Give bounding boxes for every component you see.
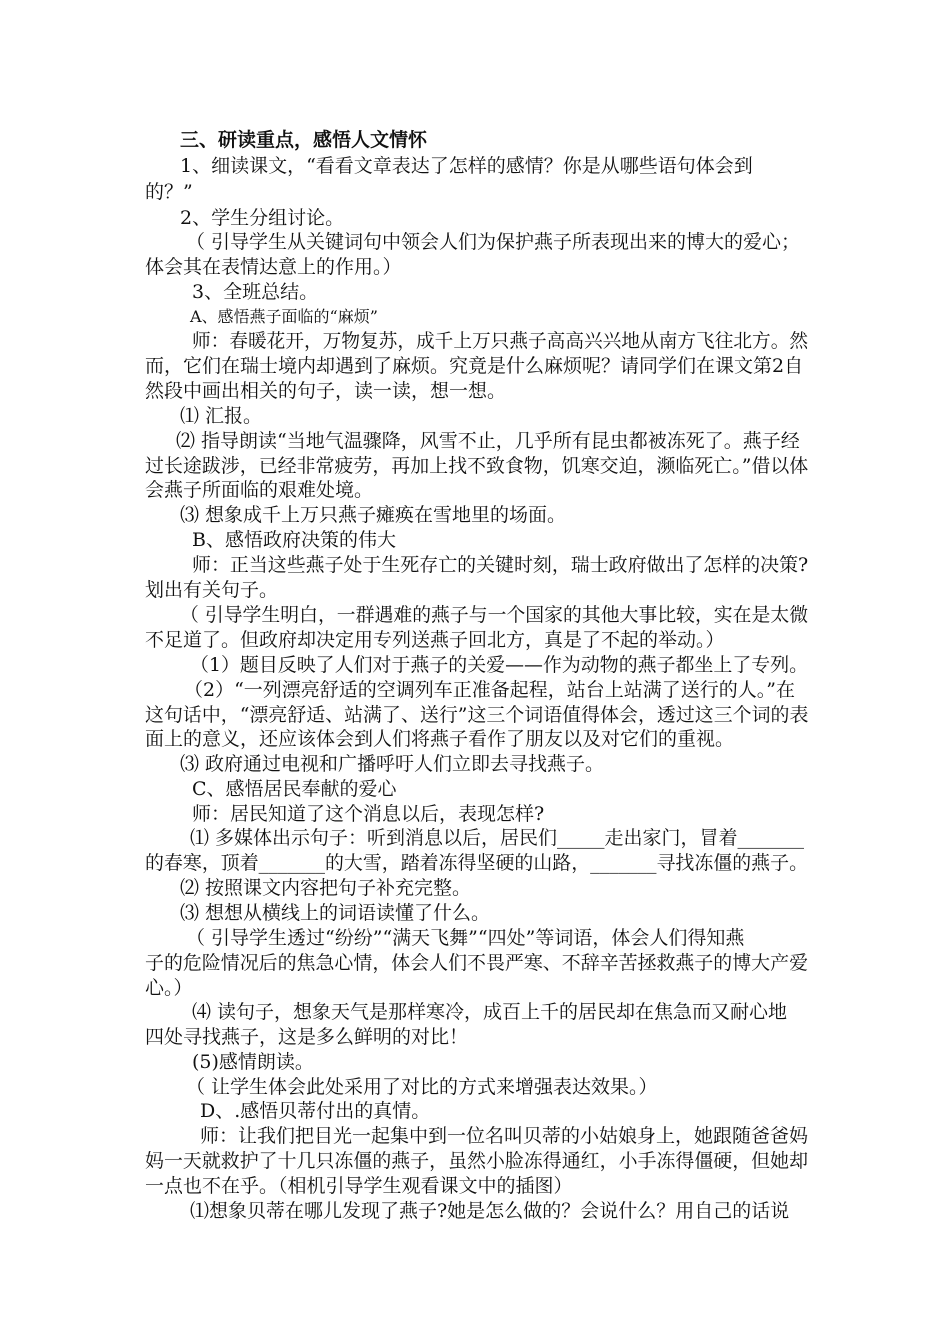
paragraph-line: 师：居民知道了这个消息以后，表现怎样? (192, 803, 545, 825)
paragraph-line: 子的危险情况后的焦急心情，体会人们不畏严寒、不辞辛苦拯救燕子的博大产爱 (145, 952, 809, 974)
paragraph-line: （ 引导学生明白，一群遇难的燕子与一个国家的其他大事比较，实在是太微 (180, 604, 809, 626)
paragraph-line: （2）“一列漂亮舒适的空调列车正准备起程，站台上站满了送行的人。”在 (184, 679, 796, 701)
paragraph-line: ⑷ 读句子，想象天气是那样寒冷，成百上千的居民却在焦急而又耐心地 (192, 1001, 788, 1023)
paragraph-line: （ 让学生体会此处采用了对比的方式来增强表达效果。） (186, 1076, 658, 1098)
paragraph-line: ⑵ 指导朗读“当地气温骤降，风雪不止，几乎所有昆虫都被冻死了。燕子经 (176, 430, 800, 452)
paragraph-line: 体会其在表情达意上的作用。） (145, 256, 402, 278)
paragraph-line: ⑵ 按照课文内容把句子补充完整。 (180, 877, 472, 899)
subheading-d: D、.感悟贝蒂付出的真情。 (200, 1100, 431, 1122)
paragraph-line: 的？” (145, 181, 193, 203)
paragraph-line: 不足道了。但政府却决定用专列送燕子回北方，真是了不起的举动。） (145, 629, 725, 651)
paragraph-line: （ 引导学生从关键词句中领会人们为保护燕子所表现出来的博大的爱心； (186, 231, 801, 253)
paragraph-line: 师：让我们把目光一起集中到一位名叫贝蒂的小姑娘身上，她跟随爸爸妈 (200, 1125, 809, 1147)
paragraph-line: 1、细读课文，“看看文章表达了怎样的感情？你是从哪些语句体会到 (180, 155, 753, 177)
paragraph-line: 心。） (145, 977, 193, 999)
paragraph-line: ⑶ 政府通过电视和广播呼吁人们立即去寻找燕子。 (180, 753, 605, 775)
paragraph-line: ⑶ 想想从横线上的词语读懂了什么。 (180, 902, 491, 924)
paragraph-line: ⑴ 多媒体出示句子：听到消息以后，居民们_____走出家门，冒着_______ (190, 827, 805, 849)
paragraph-line: （ 引导学生透过“纷纷”“满天飞舞”“四处”等词语，体会人们得知燕 (186, 927, 745, 949)
paragraph-line: 师：春暖花开，万物复苏，成千上万只燕子高高兴兴地从南方飞往北方。然 (192, 330, 809, 352)
paragraph-line: 妈一天就救护了十几只冻僵的燕子，虽然小脸冻得通红，小手冻得僵硬，但她却 (145, 1150, 809, 1172)
paragraph-line: 这句话中，“漂亮舒适、站满了、送行”这三个词语值得体会，透过这三个词的表 (145, 704, 809, 726)
section-heading: 三、研读重点，感悟人文情怀 (180, 129, 428, 151)
paragraph-line: ⑴想象贝蒂在哪儿发现了燕子?她是怎么做的？会说什么？用自己的话说 (190, 1200, 790, 1222)
paragraph-line: 2、学生分组讨论。 (180, 207, 345, 229)
subheading-a: A、感悟燕子面临的“麻烦” (190, 307, 378, 326)
paragraph-line: 一点也不在乎。（相机引导学生观看课文中的插图） (145, 1175, 573, 1197)
paragraph-line: 的春寒，顶着_______的大雪，踏着冻得坚硬的山路，_______寻找冻僵的燕子。 (145, 852, 809, 874)
subheading-c: C、感悟居民奉献的爱心 (192, 778, 397, 800)
paragraph-line: 师：正当这些燕子处于生死存亡的关键时刻，瑞士政府做出了怎样的决策? (192, 554, 809, 576)
paragraph-line: 会燕子所面临的艰难处境。 (145, 479, 374, 501)
paragraph-line: 四处寻找燕子，这是多么鲜明的对比！ (145, 1026, 469, 1048)
paragraph-line: ⑶ 想象成千上万只燕子瘫痪在雪地里的场面。 (180, 504, 567, 526)
paragraph-line: 过长途跋涉，已经非常疲劳，再加上找不致食物，饥寒交迫，濒临死亡。”借以体 (145, 455, 809, 477)
paragraph-line: （1）题目反映了人们对于燕子的关爱——作为动物的燕子都坐上了专列。 (190, 654, 809, 676)
paragraph-line: (5)感情朗读。 (192, 1051, 314, 1073)
paragraph-line: 划出有关句子。 (145, 579, 279, 601)
paragraph-line: 然段中画出相关的句子，读一读，想一想。 (145, 380, 507, 402)
subheading-b: B、感悟政府决策的伟大 (192, 529, 396, 551)
paragraph-line: 面上的意义，还应该体会到人们将燕子看作了朋友以及对它们的重视。 (145, 728, 735, 750)
paragraph-line: ⑴ 汇报。 (180, 405, 263, 427)
paragraph-line: 而，它们在瑞士境内却遇到了麻烦。究竟是什么麻烦呢？请同学们在课文第2自 (145, 355, 804, 377)
paragraph-line: 3、全班总结。 (192, 281, 319, 303)
